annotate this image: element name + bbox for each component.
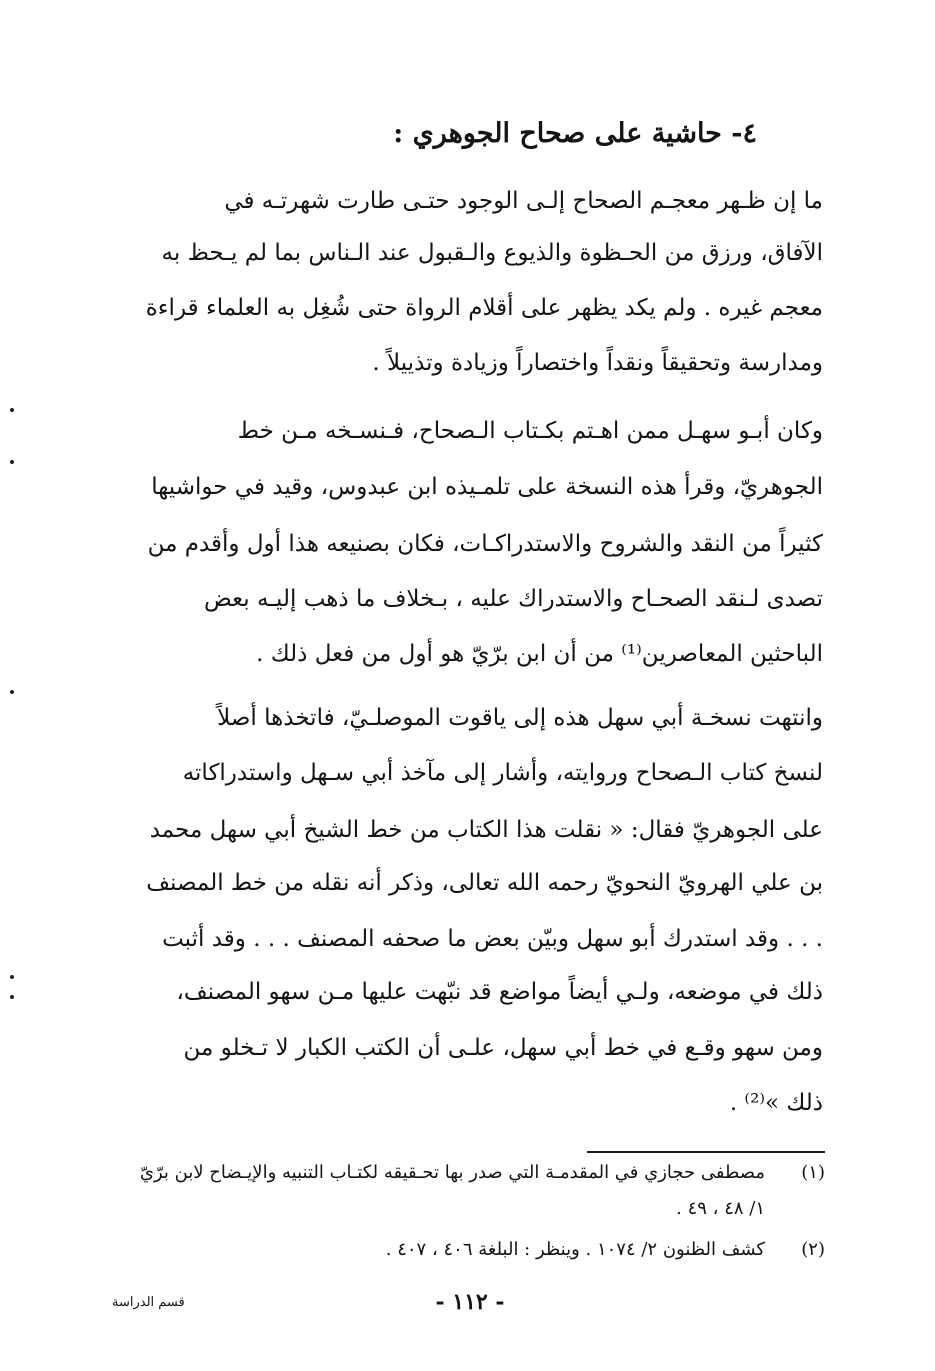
body-line: ذلك في موضعه، ولـي أيضاً مواضع قد نبّهت عليها مـن سهو المصنف، — [176, 979, 823, 1005]
scan-speck — [10, 995, 14, 999]
page-number: - ١١٢ - — [435, 1289, 505, 1315]
scan-speck — [10, 408, 14, 412]
footnote-number: (٢) — [801, 1239, 825, 1260]
footnote — [100, 1234, 825, 1266]
body-line: معجم غيره . ولم يكد يظهر على أقلام الرواة حتى شُغِل به العلماء قراءة — [145, 295, 823, 321]
body-line: تصدى لـنقد الصحـاح والاستدراك عليه ، بـخلاف ما ذهب إليـه بعض — [203, 586, 823, 612]
body-line: وكان أبـو سهـل ممن اهـتم بكـتاب الـصحاح، فـنسـخه مـن خط — [237, 418, 823, 444]
body-line: . . . وقد استدرك أبو سهل وبيّن بعض ما صحفه المصنف . . . وقد أثبت — [162, 926, 823, 952]
body-line: كثيراً من النقد والشروح والاستدراكـات، فكان بصنيعه هذا أول وأقدم من — [147, 531, 823, 557]
body-line: بن علي الهرويّ النحويّ رحمه الله تعالى، وذكر أنه نقله من خط المصنف — [146, 870, 823, 896]
body-line: ومن سهو وقـع في خط أبي سهل، علـى أن الكتب الكبار لا تـخلو من — [183, 1035, 823, 1061]
running-footer-label: قسم الدراسة — [112, 1295, 185, 1310]
body-line: الآفاق، ورزق من الحـظوة والذيوع والـقبول عند الـناس بما لم يـحظ به — [161, 240, 823, 266]
body-line: ومدارسة وتحقيقاً ونقداً واختصاراً وزيادة وتذييلاً . — [372, 350, 823, 376]
footnote-text: مصطفى حجازي في المقدمـة التي صدر بها تحـقيقه لكتـاب التنبيه والإيـضاح لابن برّيّ — [139, 1162, 765, 1183]
footnote-text: ١/ ٤٨ ، ٤٩ . — [676, 1198, 765, 1219]
scan-speck — [10, 690, 14, 694]
footnote-text: كشف الظنون ٢/ ١٠٧٤ . وينظر : البلغة ٤٠٦ ، ٤٠٧ . — [385, 1239, 765, 1260]
footnote-continuation — [100, 1193, 825, 1225]
body-line: الجوهريّ، وقرأ هذه النسخة على تلمـيذه ابن عبدوس، وقيد في حواشيها — [151, 474, 823, 500]
footnote-separator — [587, 1151, 825, 1153]
body-line: ما إن ظـهر معجـم الصحاح إلـى الوجود حتـى طارت شهرتـه في — [224, 188, 823, 214]
scan-speck — [10, 460, 14, 464]
section-heading: ٤- حاشية على صحاح الجوهري : — [393, 118, 757, 149]
scan-speck — [10, 975, 14, 979]
body-line: وانتهت نسخـة أبي سهل هذه إلى ياقوت الموصلـيّ، فاتخذها أصلاً — [217, 705, 823, 731]
body-line: الباحثين المعاصرين⁽¹⁾ من أن ابن برّيّ هو أول من فعل ذلك . — [256, 641, 823, 667]
footnote — [100, 1157, 825, 1189]
body-line: ذلك »⁽²⁾ . — [729, 1090, 823, 1116]
body-line: لنسخ كتاب الـصحاح وروايته، وأشار إلى مآخذ أبي سـهل واستدراكاته — [182, 760, 823, 786]
footnote-number: (١) — [801, 1162, 825, 1183]
body-line: على الجوهريّ فقال: « نقلت هذا الكتاب من خط الشيخ أبي سهل محمد — [149, 817, 823, 843]
